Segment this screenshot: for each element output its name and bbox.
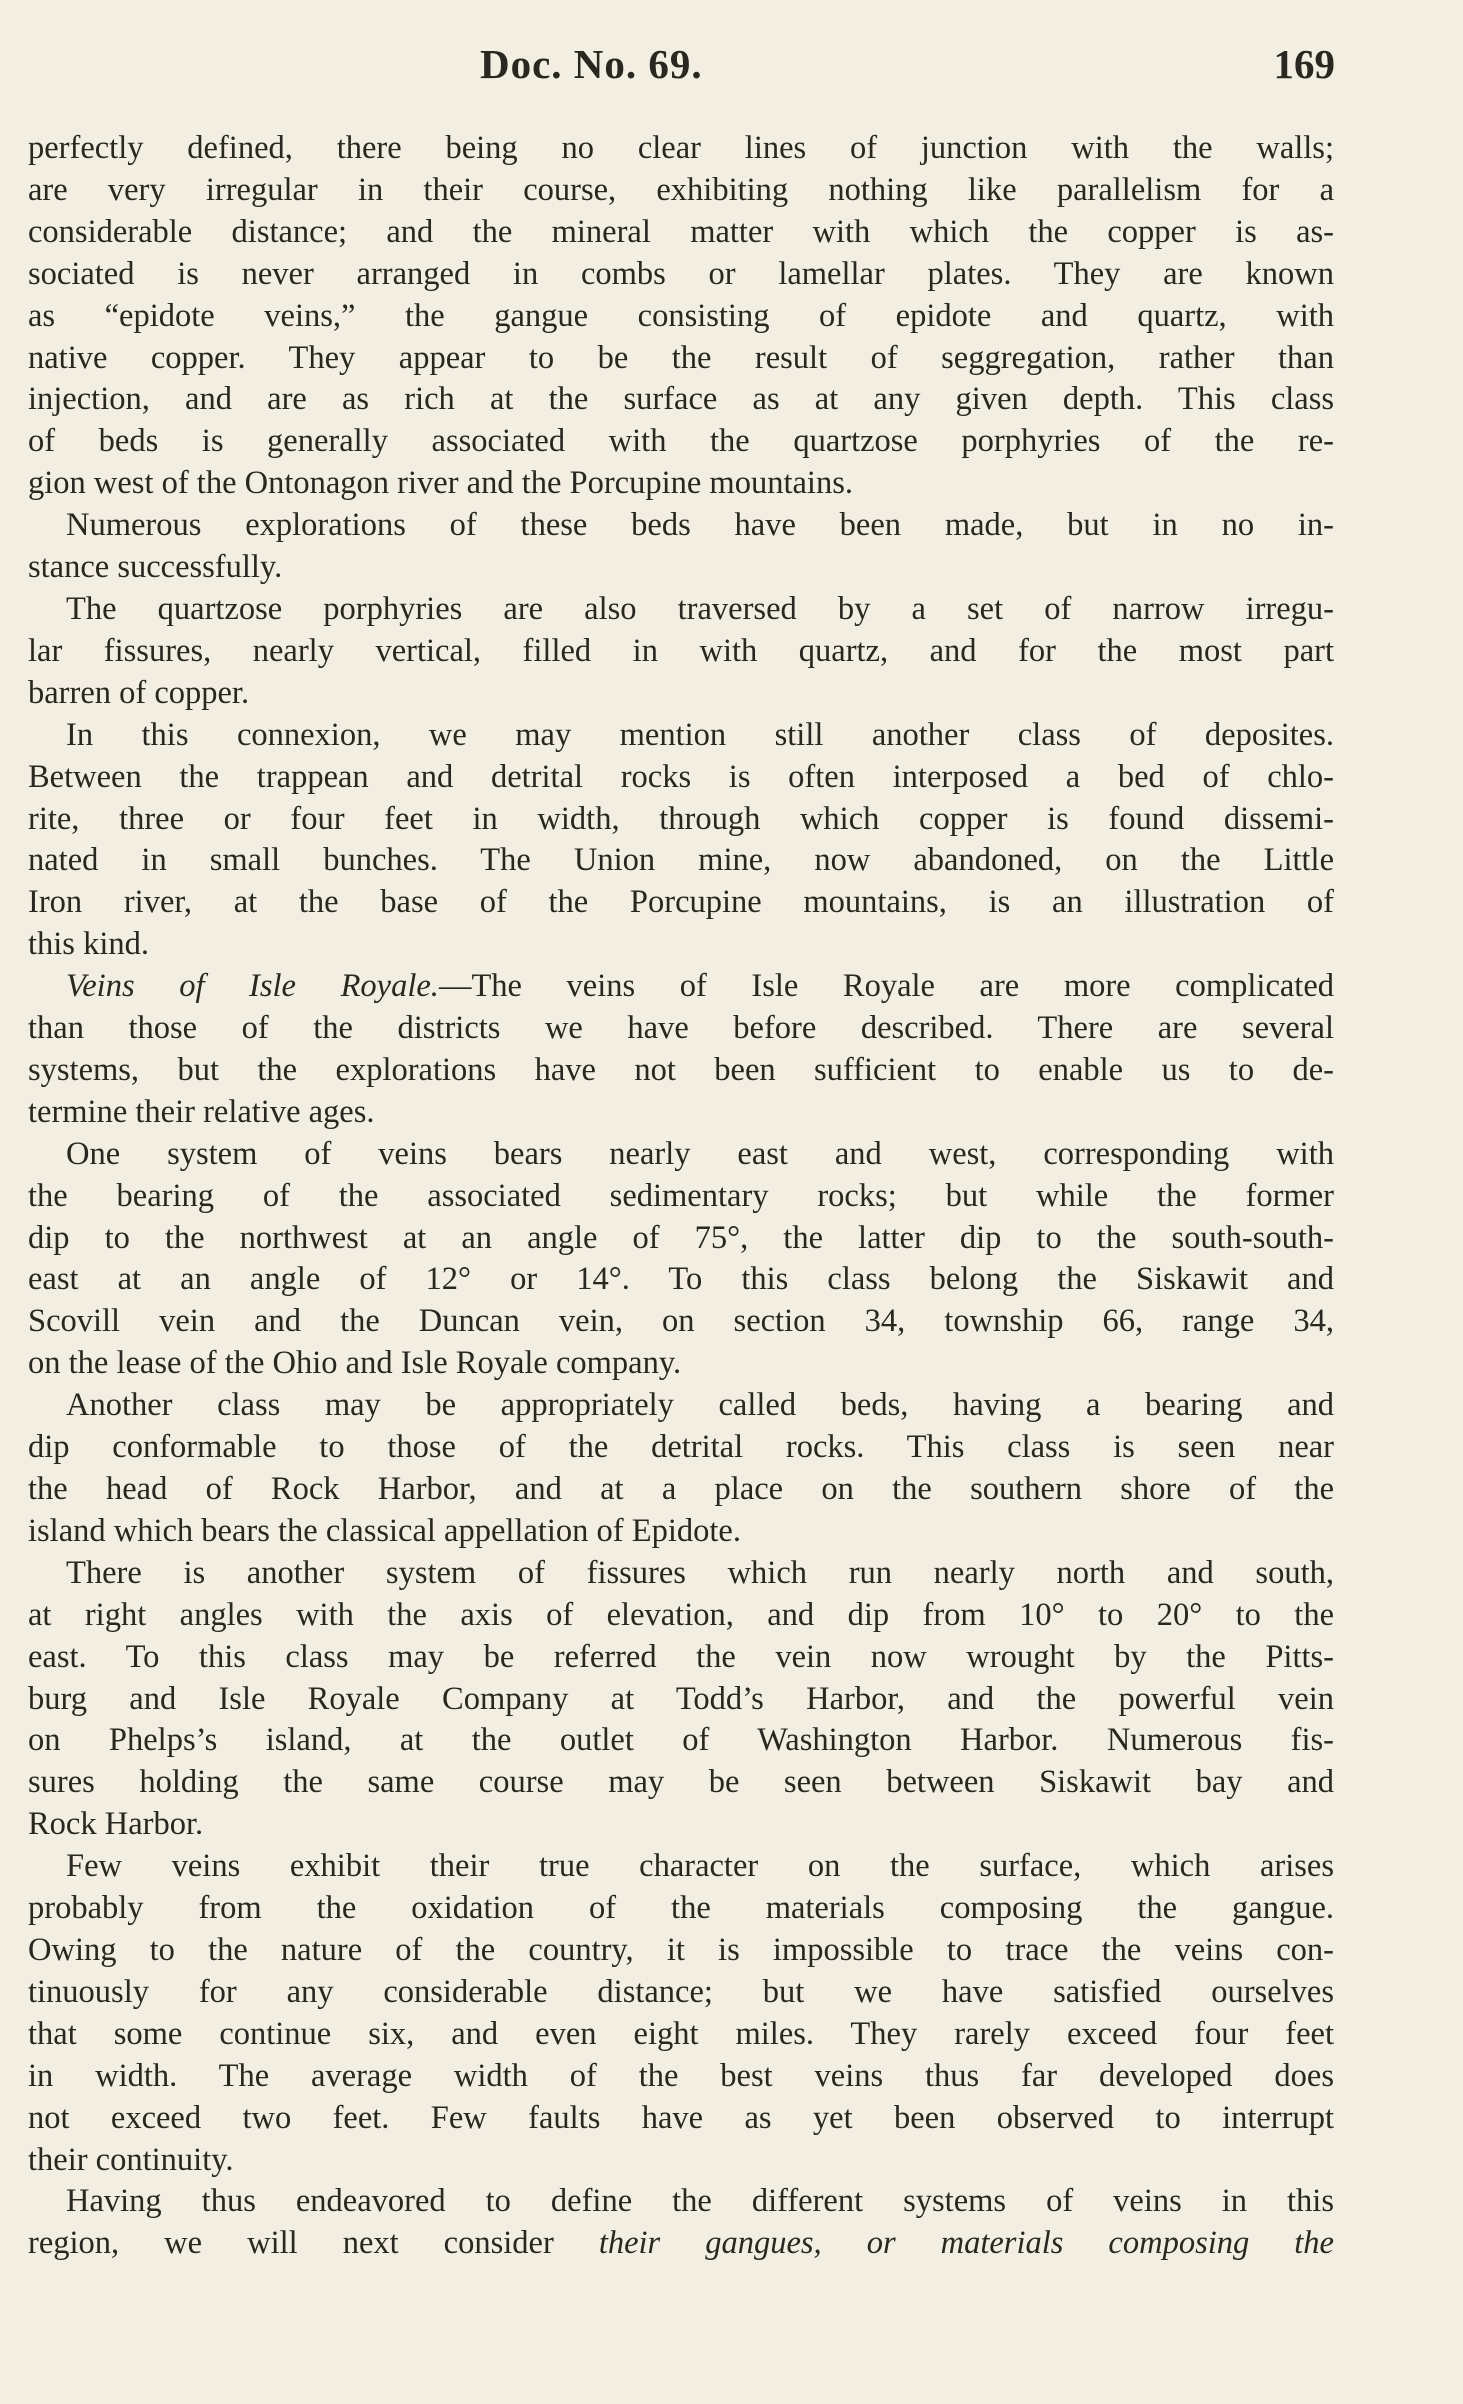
text-line bbox=[28, 1092, 1334, 1134]
text-line bbox=[28, 338, 1334, 380]
line-text: on Phelps’s island, at the outlet of Washington Harbor. Numerous fis- bbox=[28, 1722, 1334, 1759]
paragraph bbox=[28, 1134, 1334, 1385]
line-text: the bearing of the associated sedimentary rocks; but while the former bbox=[28, 1177, 1334, 1214]
body-text bbox=[28, 128, 1334, 2265]
paragraph bbox=[28, 1385, 1334, 1553]
line-text: island which bears the classical appellation of Epidote. bbox=[28, 1512, 741, 1549]
line-text: There is another system of fissures which run nearly north and south, bbox=[66, 1554, 1334, 1591]
text-line bbox=[28, 2181, 1334, 2223]
line-text: dip to the northwest at an angle of 75°, the latter dip to the south-south- bbox=[28, 1219, 1334, 1256]
line-text: The quartzose porphyries are also traversed by a set of narrow irregu- bbox=[66, 590, 1334, 627]
text-line bbox=[28, 882, 1334, 924]
line-text: stance successfully. bbox=[28, 549, 283, 586]
line-text: their continuity. bbox=[28, 2141, 234, 2178]
text-line bbox=[28, 1176, 1334, 1218]
section-heading: Veins of Isle Royale. bbox=[66, 968, 439, 1005]
line-text: injection, and are as rich at the surface as at any given depth. This class bbox=[28, 381, 1334, 418]
line-text: nated in small bunches. The Union mine, now abandoned, on the Little bbox=[28, 842, 1334, 879]
text-line bbox=[28, 1134, 1334, 1176]
line-text: dip conformable to those of the detrital rocks. This class is seen near bbox=[28, 1429, 1334, 1466]
text-line bbox=[28, 757, 1334, 799]
line-text: termine their relative ages. bbox=[28, 1093, 375, 1130]
line-text: native copper. They appear to be the result of seggregation, rather than bbox=[28, 339, 1334, 376]
text-line bbox=[28, 2014, 1334, 2056]
text-line bbox=[28, 1930, 1334, 1972]
text-line bbox=[28, 1385, 1334, 1427]
line-text: are very irregular in their course, exhibiting nothing like parallelism for a bbox=[28, 171, 1334, 208]
line-text: the head of Rock Harbor, and at a place on the southern shore of the bbox=[28, 1471, 1334, 1507]
line-text: than those of the districts we have before described. There are several bbox=[28, 1010, 1334, 1047]
paragraph bbox=[28, 505, 1334, 589]
line-text: sociated is never arranged in combs or lamellar plates. They are known bbox=[28, 255, 1334, 292]
text-line bbox=[28, 212, 1334, 254]
line-text: Scovill vein and the Duncan vein, on section 34, township 66, range 34, bbox=[28, 1303, 1334, 1340]
text-line bbox=[28, 547, 1334, 589]
text-line bbox=[28, 1427, 1334, 1469]
text-line bbox=[28, 296, 1334, 338]
line-text: Numerous explorations of these beds have been made, but in no in- bbox=[66, 507, 1334, 544]
line-text: rite, three or four feet in width, through which copper is found dissemi- bbox=[28, 800, 1334, 837]
italic-phrase: their gangues, or materials composing the bbox=[598, 2225, 1334, 2262]
page-header bbox=[0, 40, 1463, 90]
line-text: Iron river, at the base of the Porcupine mountains, is an illustration of bbox=[28, 884, 1334, 921]
line-text: Few veins exhibit their true character on the surface, which arises bbox=[66, 1848, 1334, 1885]
text-line bbox=[28, 128, 1334, 170]
line-text: burg and Isle Royale Company at Todd’s Harbor, and the powerful vein bbox=[28, 1680, 1334, 1717]
text-line bbox=[28, 463, 1334, 505]
paragraph bbox=[28, 1553, 1334, 1846]
text-line bbox=[28, 1259, 1334, 1301]
line-text: region, we will next consider bbox=[28, 2225, 599, 2262]
text-line bbox=[28, 1762, 1334, 1804]
text-line bbox=[28, 966, 1334, 1008]
text-line bbox=[28, 379, 1334, 421]
text-line bbox=[28, 715, 1334, 757]
paragraph bbox=[28, 589, 1334, 715]
line-text: on the lease of the Ohio and Isle Royale company. bbox=[28, 1345, 682, 1382]
line-text: perfectly defined, there being no clear lines of junction with the walls; bbox=[28, 130, 1334, 166]
text-line bbox=[28, 1804, 1334, 1846]
line-text: this kind. bbox=[28, 926, 149, 963]
paragraph bbox=[28, 966, 1334, 1134]
line-text: systems, but the explorations have not been sufficient to enable us to de- bbox=[28, 1051, 1334, 1088]
text-line bbox=[28, 1050, 1334, 1092]
text-line bbox=[28, 799, 1334, 841]
text-line bbox=[28, 1343, 1334, 1385]
text-line bbox=[28, 589, 1334, 631]
line-text: Another class may be appropriately called beds, having a bearing and bbox=[66, 1387, 1334, 1424]
line-text: —The veins of Isle Royale are more complicated bbox=[438, 968, 1334, 1005]
text-line bbox=[28, 1218, 1334, 1260]
line-text: at right angles with the axis of elevation, and dip from 10° to 20° to the bbox=[28, 1596, 1334, 1633]
text-line bbox=[28, 1888, 1334, 1930]
text-line bbox=[28, 1008, 1334, 1050]
line-text: Rock Harbor. bbox=[28, 1806, 204, 1843]
text-line bbox=[28, 1720, 1334, 1762]
text-line bbox=[28, 1511, 1334, 1553]
text-line bbox=[28, 2098, 1334, 2140]
line-text: east. To this class may be referred the vein now wrought by the Pitts- bbox=[28, 1638, 1334, 1675]
line-text: of beds is generally associated with the quartzose porphyries of the re- bbox=[28, 423, 1334, 460]
text-line bbox=[28, 2140, 1334, 2182]
line-text: in width. The average width of the best veins thus far developed does bbox=[28, 2057, 1334, 2094]
text-line bbox=[28, 1553, 1334, 1595]
line-text: east at an angle of 12° or 14°. To this class belong the Siskawit and bbox=[28, 1261, 1334, 1298]
text-line bbox=[28, 1469, 1334, 1511]
text-line bbox=[28, 505, 1334, 547]
line-text: Having thus endeavored to define the different systems of veins in this bbox=[66, 2183, 1334, 2220]
paragraph bbox=[28, 1846, 1334, 2181]
text-line bbox=[28, 1637, 1334, 1679]
paragraph bbox=[28, 128, 1334, 505]
text-line bbox=[28, 1301, 1334, 1343]
text-line bbox=[28, 1595, 1334, 1637]
text-line bbox=[28, 1679, 1334, 1721]
text-line bbox=[28, 2223, 1334, 2265]
text-line bbox=[28, 1972, 1334, 2014]
line-text: tinuously for any considerable distance; but we have satisfied ourselves bbox=[28, 1973, 1334, 2010]
line-text: sures holding the same course may be seen between Siskawit bay and bbox=[28, 1764, 1334, 1801]
line-text: One system of veins bears nearly east and west, corresponding with bbox=[66, 1135, 1334, 1172]
text-line bbox=[28, 673, 1334, 715]
text-line bbox=[28, 170, 1334, 212]
line-text: Between the trappean and detrital rocks is often interposed a bed of chlo- bbox=[28, 758, 1334, 795]
line-text: considerable distance; and the mineral matter with which the copper is as- bbox=[28, 213, 1334, 250]
line-text: In this connexion, we may mention still another class of deposites. bbox=[66, 716, 1334, 753]
line-text: that some continue six, and even eight miles. They rarely exceed four feet bbox=[28, 2015, 1334, 2052]
text-line bbox=[28, 1846, 1334, 1888]
line-text: probably from the oxidation of the materials composing the gangue. bbox=[28, 1890, 1334, 1927]
line-text: Owing to the nature of the country, it is impossible to trace the veins con- bbox=[28, 1931, 1334, 1968]
text-line bbox=[28, 840, 1334, 882]
line-text: barren of copper. bbox=[28, 674, 250, 711]
paragraph bbox=[28, 715, 1334, 966]
page-number: 169 bbox=[1273, 41, 1335, 87]
text-line bbox=[28, 924, 1334, 966]
text-line bbox=[28, 2056, 1334, 2098]
paragraph bbox=[28, 2181, 1334, 2265]
line-text: gion west of the Ontonagon river and the Porcupine mountains. bbox=[28, 465, 853, 502]
document-title: Doc. No. 69. bbox=[480, 41, 703, 87]
line-text: not exceed two feet. Few faults have as yet been observed to interrupt bbox=[28, 2099, 1334, 2136]
line-text: as “epidote veins,” the gangue consisting of epidote and quartz, with bbox=[28, 297, 1334, 334]
text-line bbox=[28, 631, 1334, 673]
line-text: lar fissures, nearly vertical, filled in with quartz, and for the most part bbox=[28, 632, 1334, 669]
text-line bbox=[28, 421, 1334, 463]
text-line bbox=[28, 254, 1334, 296]
